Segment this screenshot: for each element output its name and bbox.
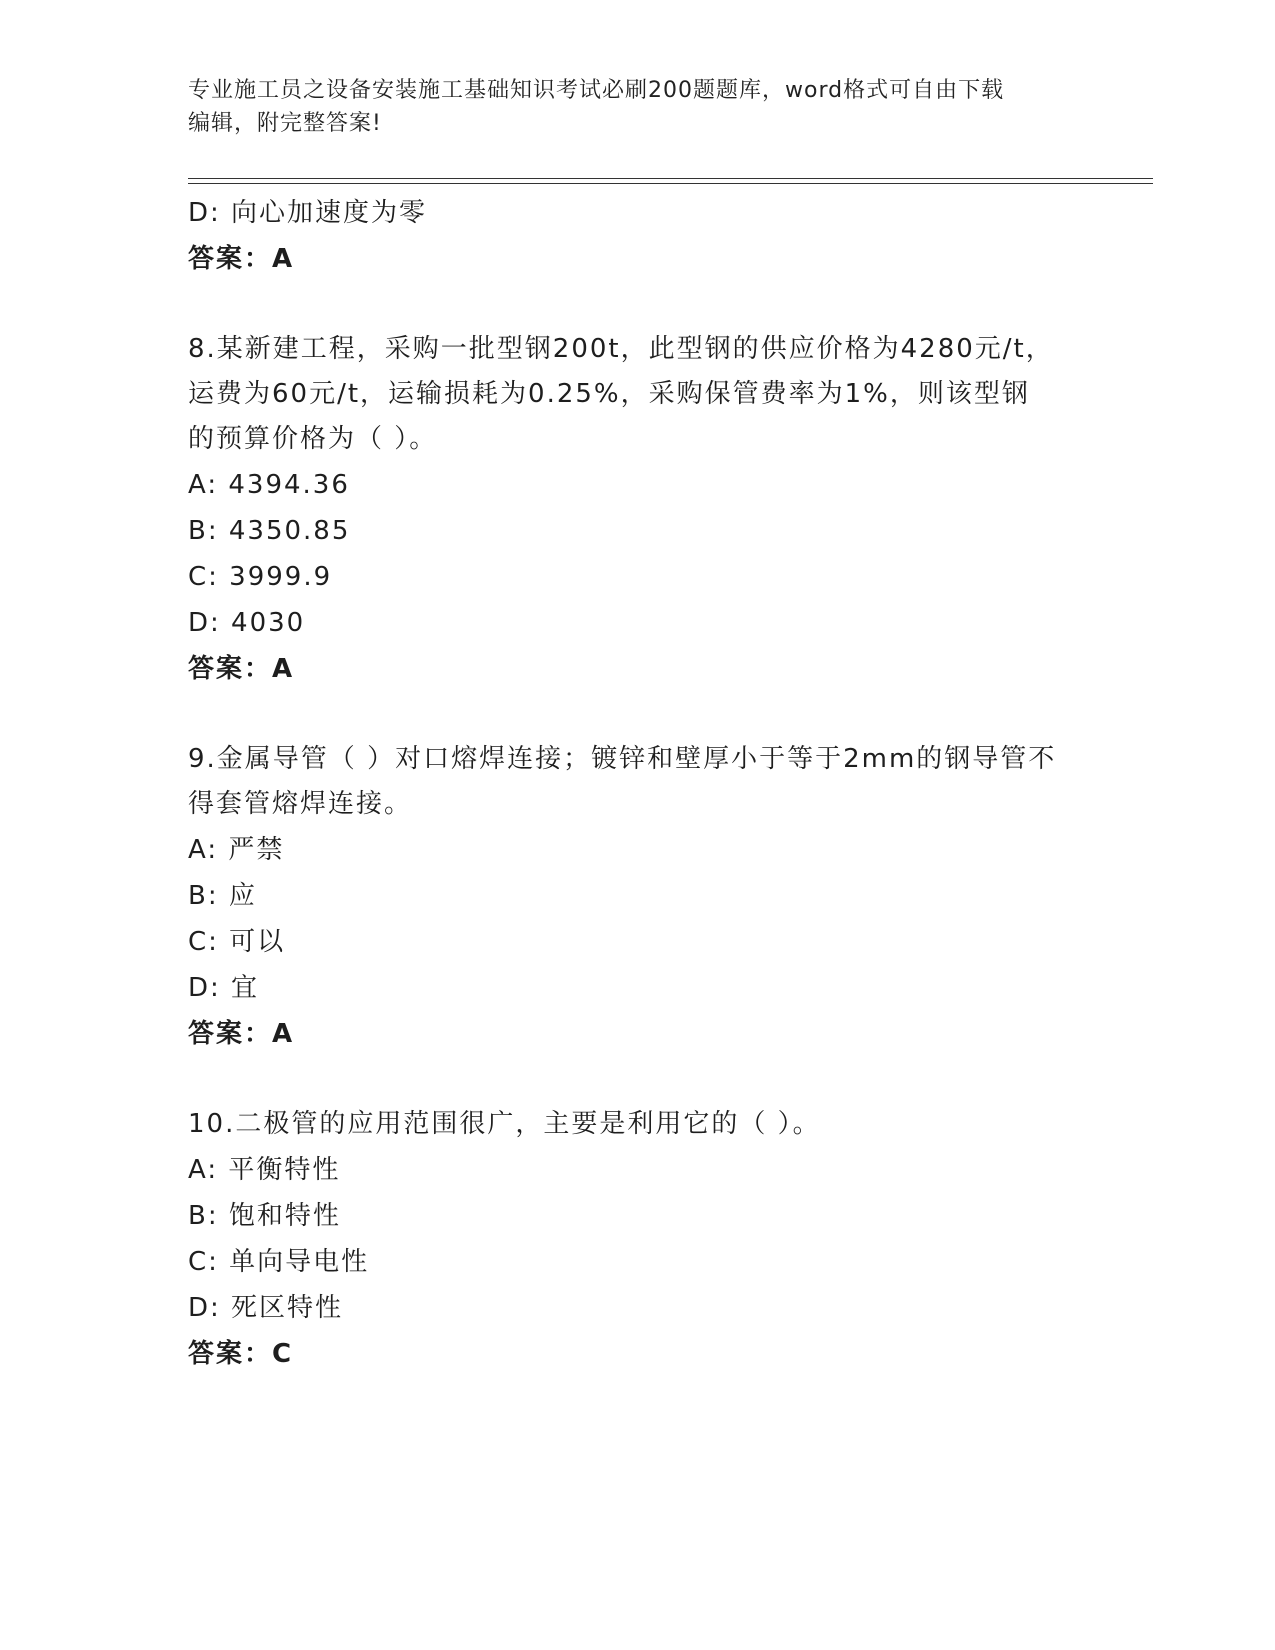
question-stem-line: 运费为60元/t，运输损耗为0.25%，采购保管费率为1%，则该型钢 <box>188 379 1030 409</box>
question-stem-line: 的预算价格为（ ）。 <box>188 424 438 454</box>
answer-line: 答案：A <box>188 654 295 684</box>
option-b: B: 4350.85 <box>188 516 351 546</box>
header-title-line-2: 编辑，附完整答案! <box>188 111 382 136</box>
question-list <box>188 190 1088 1377</box>
option-c: C: 3999.9 <box>188 562 333 592</box>
option-d: D: 宜 <box>188 973 260 1003</box>
option-d: D: 4030 <box>188 608 306 638</box>
answer-line: 答案：C <box>188 1339 294 1369</box>
option-a: A: 4394.36 <box>188 470 350 500</box>
answer-line: 答案：A <box>188 244 295 274</box>
question-8 <box>188 327 1088 692</box>
header-divider-top <box>188 178 1153 179</box>
option-b: B: 饱和特性 <box>188 1201 341 1231</box>
option-c: C: 可以 <box>188 927 286 957</box>
carryover-block <box>188 190 1088 282</box>
question-stem-line: 10.二极管的应用范围很广，主要是利用它的（ ）。 <box>188 1109 821 1139</box>
header-divider-bottom <box>188 183 1153 184</box>
question-stem-line: 9.金属导管（ ）对口熔焊连接；镀锌和壁厚小于等于2mm的钢导管不 <box>188 744 1057 774</box>
option-c: C: 单向导电性 <box>188 1247 370 1277</box>
option-b: B: 应 <box>188 881 257 911</box>
option-a: A: 平衡特性 <box>188 1155 341 1185</box>
document-header <box>188 74 1088 140</box>
question-10 <box>188 1102 1088 1377</box>
option-d: D: 死区特性 <box>188 1293 344 1323</box>
option-a: A: 严禁 <box>188 835 285 865</box>
header-title-line-1: 专业施工员之设备安装施工基础知识考试必刷200题题库，word格式可自由下载 <box>188 78 1005 103</box>
question-stem-line: 8.某新建工程，采购一批型钢200t，此型钢的供应价格为4280元/t， <box>188 334 1054 364</box>
question-stem-line: 得套管熔焊连接。 <box>188 789 413 819</box>
question-9 <box>188 737 1088 1057</box>
option-d: D: 向心加速度为零 <box>188 198 428 228</box>
answer-line: 答案：A <box>188 1019 295 1049</box>
